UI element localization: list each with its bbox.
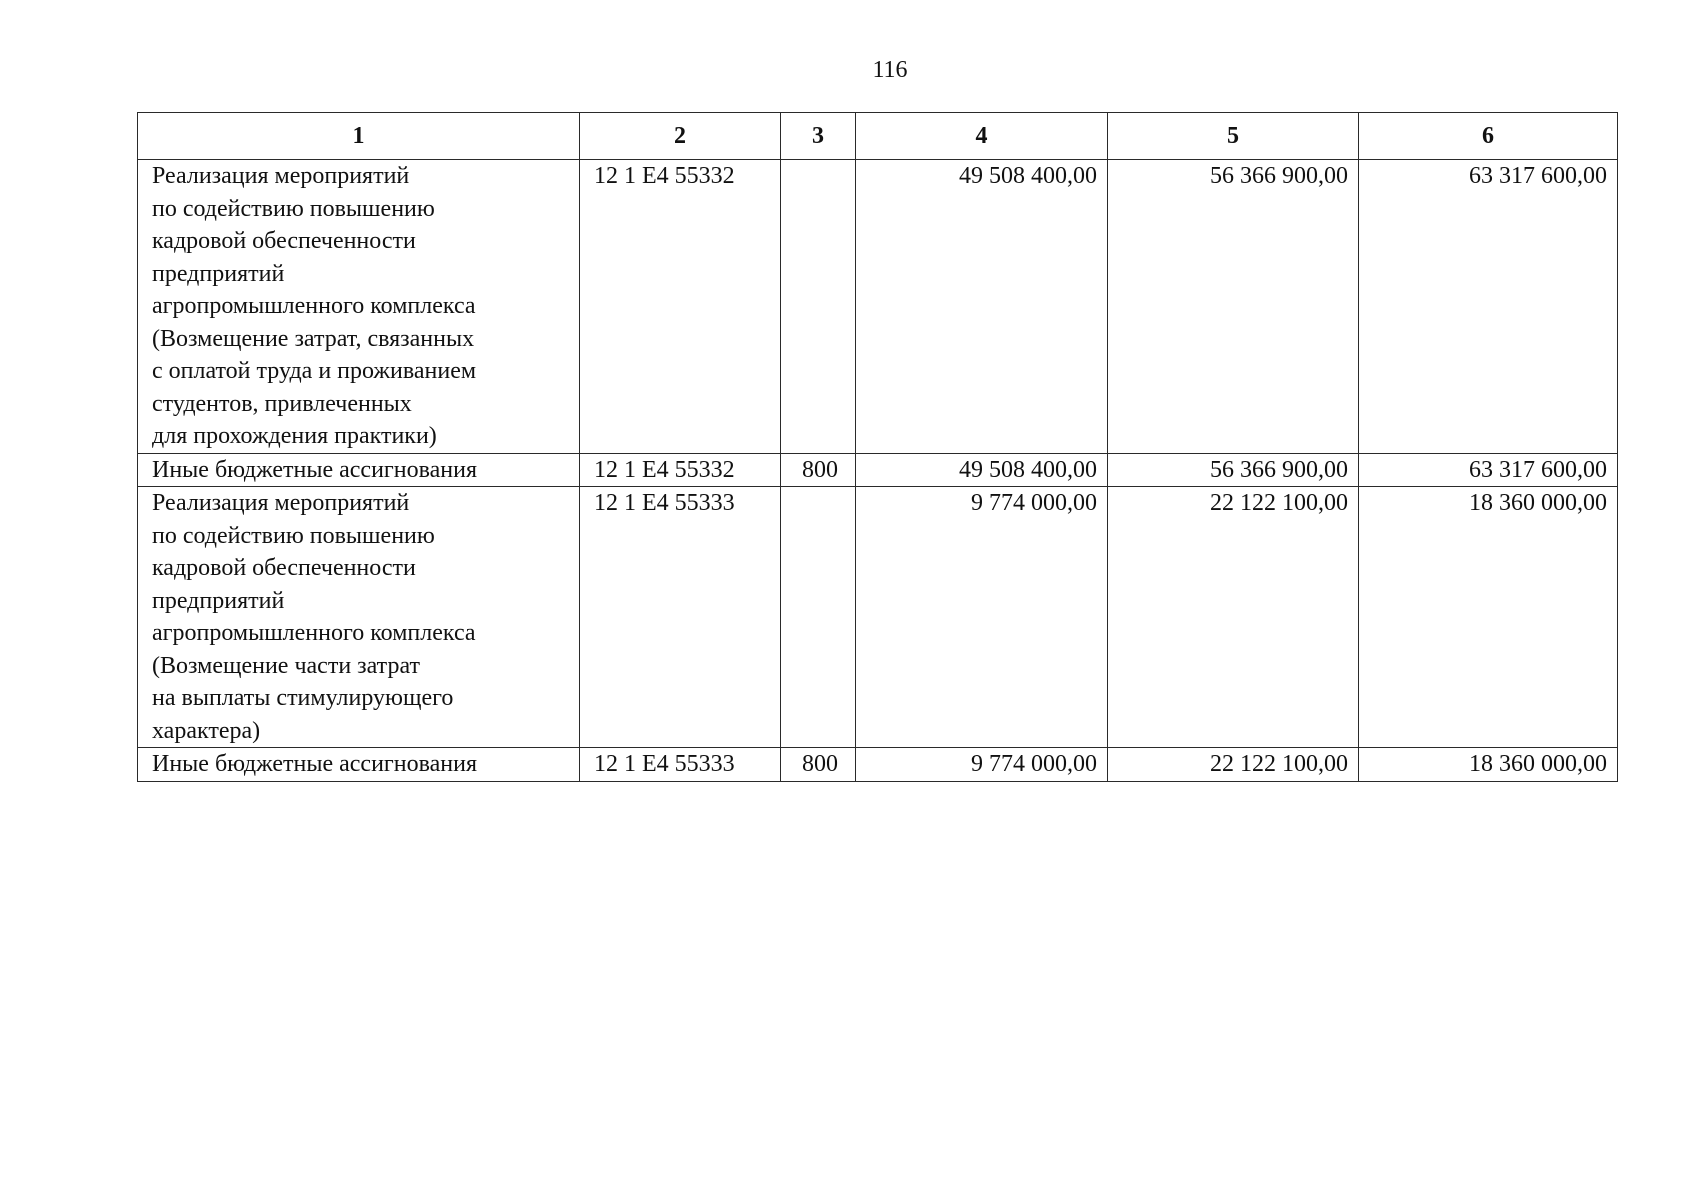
column-header-2: 2 [580,113,781,160]
page-number: 116 [872,57,908,83]
table-row [138,748,1618,782]
row-amount-4: 49 508 400,00 [856,160,1108,454]
row-amount-5: 56 366 900,00 [1108,160,1359,454]
table-row [138,160,1618,454]
row-amount-5: 56 366 900,00 [1108,453,1359,487]
row-amount-5: 22 122 100,00 [1108,748,1359,782]
row-amount-4: 9 774 000,00 [856,748,1108,782]
row-target-code: 12 1 E4 55332 [580,453,781,487]
row-amount-6: 18 360 000,00 [1359,748,1618,782]
budget-table [137,112,1618,782]
table-row [138,487,1618,748]
column-header-3: 3 [781,113,856,160]
table-row [138,453,1618,487]
column-header-4: 4 [856,113,1108,160]
row-expense-type: 800 [781,453,856,487]
row-expense-type: 800 [781,748,856,782]
table-header-row [138,113,1618,160]
row-amount-5: 22 122 100,00 [1108,487,1359,748]
row-amount-4: 9 774 000,00 [856,487,1108,748]
row-target-code: 12 1 E4 55332 [580,160,781,454]
row-amount-6: 63 317 600,00 [1359,453,1618,487]
row-name: Иные бюджетные ассигнования [138,748,580,782]
row-target-code: 12 1 E4 55333 [580,487,781,748]
row-name: Иные бюджетные ассигнования [138,453,580,487]
row-amount-6: 18 360 000,00 [1359,487,1618,748]
column-header-1: 1 [138,113,580,160]
row-expense-type [781,487,856,748]
column-header-6: 6 [1359,113,1618,160]
row-amount-6: 63 317 600,00 [1359,160,1618,454]
row-name: Реализация мероприятий по содействию повышению кадровой обеспеченности предприятий агропромышленного комплекса (Возмещение части затрат на выплаты стимулирующего характера) [138,487,580,748]
row-expense-type [781,160,856,454]
column-header-5: 5 [1108,113,1359,160]
row-name: Реализация мероприятий по содействию повышению кадровой обеспеченности предприятий агропромышленного комплекса (Возмещение затрат, связанных с оплатой труда и проживанием студентов, привлеченных для прохождения практики) [138,160,580,454]
row-target-code: 12 1 E4 55333 [580,748,781,782]
row-amount-4: 49 508 400,00 [856,453,1108,487]
